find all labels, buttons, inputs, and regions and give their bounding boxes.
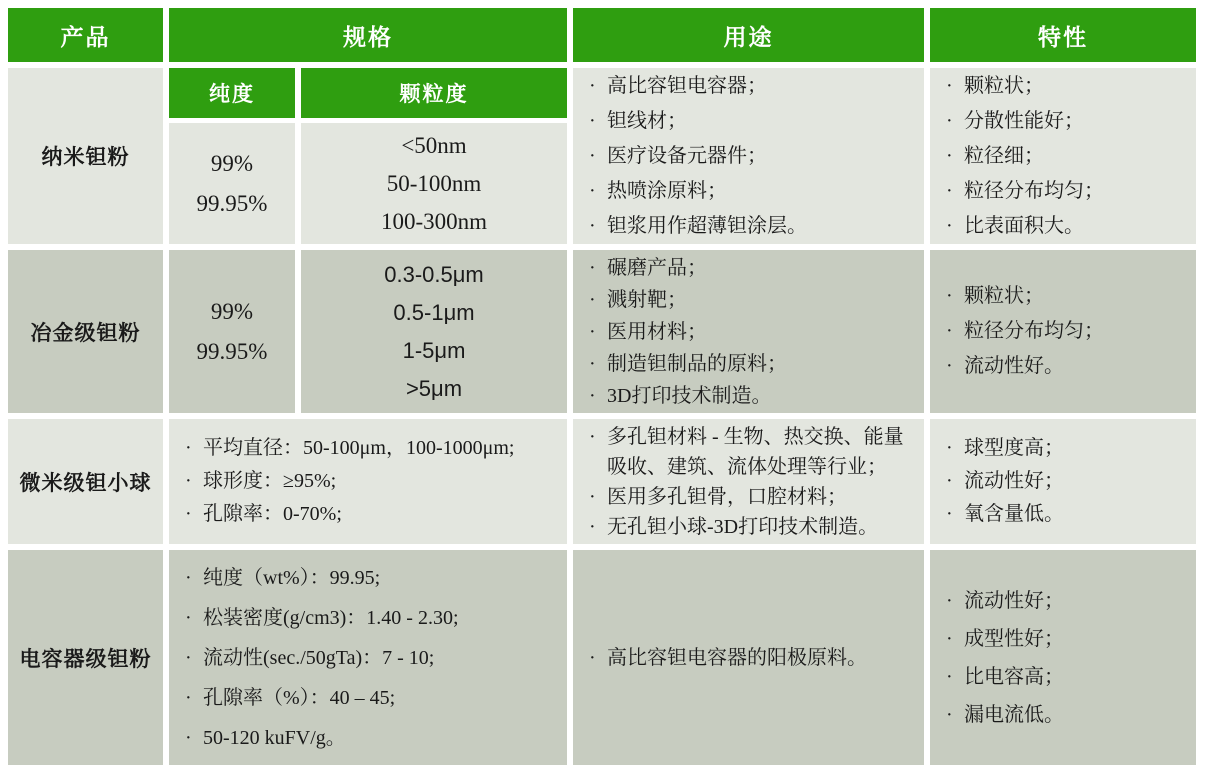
subheader-purity: [169, 68, 295, 118]
particle-size-value: 50-100nm: [386, 170, 482, 196]
feature-item: · 颗粒状；: [942, 279, 1188, 314]
row1-spec-group: [169, 68, 567, 244]
use-item: · 高比容钽电容器的阳极原料。: [585, 638, 916, 678]
use-item: · 无孔钽小球-3D打印技术制造。: [585, 512, 916, 542]
particle-size-value: <50nm: [401, 132, 467, 158]
feature-item: · 比电容高；: [942, 658, 1188, 696]
purity-value: 99%: [210, 150, 254, 176]
row1-purity-cell: [169, 123, 295, 244]
use-item: · 医疗设备元器件；: [585, 139, 916, 174]
use-item: · 多孔钽材料 - 生物、热交换、能量吸收、建筑、流体处理等行业；: [585, 422, 916, 482]
feature-item: · 比表面积大。: [942, 209, 1188, 244]
row3-product-label: 微米级钽小球: [19, 470, 152, 495]
header-feature: [930, 8, 1196, 62]
particle-size-value: 0.5-1μm: [393, 299, 475, 325]
row1-features-cell: [930, 68, 1196, 244]
subheader-purity-label: 纯度: [209, 82, 255, 106]
particle-size-value: >5μm: [405, 375, 463, 401]
row2-uses-list: [573, 250, 924, 413]
row2-features-list: [930, 250, 1196, 413]
particle-size-value: 1-5μm: [402, 337, 466, 363]
feature-item: · 流动性好；: [942, 465, 1188, 498]
header-spec-label: 规格: [343, 24, 393, 50]
feature-item: · 粒径分布均匀；: [942, 174, 1188, 209]
spec-item: · 孔隙率：0-70%;: [181, 498, 559, 531]
row3-uses-cell: [573, 419, 924, 544]
subheader-particle: [301, 68, 567, 118]
purity-value: 99.95%: [196, 338, 268, 364]
subheader-particle-label: 颗粒度: [399, 82, 469, 106]
row4-features-cell: [930, 550, 1196, 765]
row2-purity-cell: [169, 250, 295, 413]
row4-uses-cell: [573, 550, 924, 765]
row2-particle-cell: [301, 250, 567, 413]
row4-spec-cell: [169, 550, 567, 765]
use-item: · 钽线材；: [585, 104, 916, 139]
use-item: · 碾磨产品；: [585, 252, 916, 284]
use-item: · 3D打印技术制造。: [585, 380, 916, 412]
row1-product-label: 纳米钽粉: [41, 145, 130, 169]
spec-item: · 松装密度(g/cm3)：1.40 - 2.30;: [181, 598, 559, 638]
feature-item: · 漏电流低。: [942, 696, 1188, 734]
row2-product-name: [8, 250, 163, 413]
row4-product-label: 电容器级钽粉: [19, 646, 152, 671]
feature-item: · 氧含量低。: [942, 498, 1188, 531]
header-product-label: 产品: [60, 24, 111, 50]
spec-item: · 50-120 kuFV/g。: [181, 718, 559, 758]
row4-product-name: [8, 550, 163, 765]
header-spec: [169, 8, 567, 62]
use-item: · 制造钽制品的原料；: [585, 348, 916, 380]
use-item: · 溅射靶；: [585, 284, 916, 316]
row3-features-list: [930, 419, 1196, 544]
row1-uses-cell: [573, 68, 924, 244]
use-item: · 钽浆用作超薄钽涂层。: [585, 209, 916, 244]
row1-particle-cell: [301, 123, 567, 244]
header-usage: [573, 8, 924, 62]
feature-item: · 流动性好；: [942, 582, 1188, 620]
use-item: · 医用材料；: [585, 316, 916, 348]
purity-value: 99%: [210, 298, 254, 324]
row1-product-name: [8, 68, 163, 244]
row1-features-list: [930, 68, 1196, 244]
row1-uses-list: [573, 68, 924, 244]
spec-item: · 球形度：≥95%;: [181, 465, 559, 498]
spec-item: · 流动性(sec./50gTa)：7 - 10;: [181, 638, 559, 678]
header-feature-label: 特性: [1038, 24, 1088, 50]
row3-uses-list: [573, 419, 924, 544]
feature-item: · 颗粒状；: [942, 69, 1188, 104]
use-item: · 医用多孔钽骨，口腔材料；: [585, 482, 916, 512]
feature-item: · 成型性好；: [942, 620, 1188, 658]
row4-spec-list: [169, 550, 567, 765]
row2-product-label: 冶金级钽粉: [30, 320, 141, 345]
row2-features-cell: [930, 250, 1196, 413]
header-product: [8, 8, 163, 62]
feature-item: · 分散性能好；: [942, 104, 1188, 139]
feature-item: · 粒径细；: [942, 139, 1188, 174]
spec-item: · 平均直径：50-100μm，100-1000μm;: [181, 432, 559, 465]
particle-size-value: 100-300nm: [380, 208, 488, 234]
header-usage-label: 用途: [723, 24, 774, 50]
feature-item: · 球型度高；: [942, 432, 1188, 465]
purity-value: 99.95%: [196, 190, 268, 216]
particle-size-value: 0.3-0.5μm: [384, 261, 484, 287]
row3-spec-list: [169, 419, 567, 544]
row2-spec-group: [169, 250, 567, 413]
row3-spec-cell: [169, 419, 567, 544]
use-item: · 高比容钽电容器；: [585, 69, 916, 104]
spec-item: · 孔隙率（%）：40 – 45;: [181, 678, 559, 718]
spec-item: · 纯度（wt%）：99.95;: [181, 558, 559, 598]
row2-uses-cell: [573, 250, 924, 413]
use-item: · 热喷涂原料；: [585, 174, 916, 209]
feature-item: · 流动性好。: [942, 349, 1188, 384]
feature-item: · 粒径分布均匀；: [942, 314, 1188, 349]
row3-product-name: [8, 419, 163, 544]
row4-uses-list: [573, 550, 924, 765]
row4-features-list: [930, 550, 1196, 765]
row3-features-cell: [930, 419, 1196, 544]
